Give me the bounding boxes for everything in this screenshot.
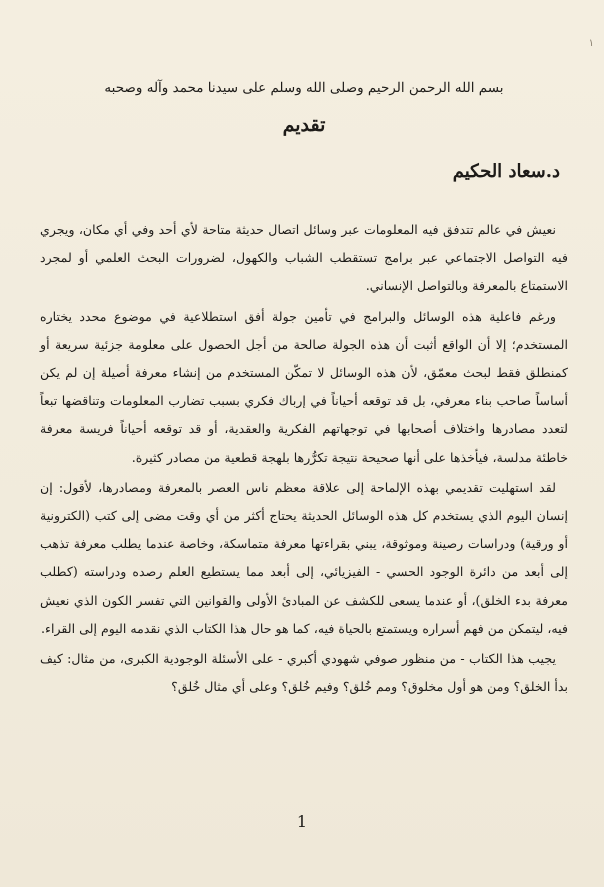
paragraph-3: لقد استهليت تقديمي بهذه الإلماحة إلى علاقة معظم ناس العصر بالمعرفة ومصادرها، لأقول: إن إنسان اليوم الذي يستخدم كل هذه الوسائل الحديثة يحتاج أكثر من أي وقت مضى إلى كتب (الكترونية أو ورقية) ودراسات رصينة وموثوقة، يبني بقراءتها معرفة متماسكة، وخاصة عندما يطلب معرفة تذهب إلى أبعد من دائرة الوجود الحسي - الفيزيائي، إلى أبعد مما يستطيع العلم رصده ودراسته (كطلب معرفة بدء الخلق)، أو عندما يسعى للكشف عن المبادئ الأولى والقوانين التي تفسر الكون الذي نعيش فيه، ليتمكن من فهم أسراره ويستمتع بالحياة فيه، كما هو حال هذا الكتاب الذي نقدمه اليوم إلى القراء. — [40, 479, 568, 636]
paragraph-2: ورغم فاعلية هذه الوسائل والبرامج في تأمين جولة أفق استطلاعية في موضوع محدد يختاره المستخدم؛ إلا أن الواقع أثبت أن هذه الجولة صالحة من أجل الحصول على معلومة جزئية سريعة أو كمنطلق فقط لبحث معمّق، لأن هذه الوسائل لا تمكّن المستخدم من إنشاء معرفة أصيلة إن لم يكن أساساً صاحب بناء معرفي، بل قد توقعه أحياناً في إرباك فكري بسبب تضارب المعلومات وتناقضها تبعاً لتعدد مصادرها واختلاف أصحابها في توجهاتهم الفكرية والعقدية، أو قد توقعه أحياناً فريسة معرفة خاطئة مدلسة، فيأخذها على أنها صحيحة نتيجة تكرُّرها بلهجة قطعية من مصادر كثيرة. — [40, 308, 568, 465]
paragraph-4: يجيب هذا الكتاب - من منظور صوفي شهودي أكبري - على الأسئلة الوجودية الكبرى، من مثال: كيف بدأ الخلق؟ ومن هو أول مخلوق؟ ومم خُلق؟ وفيم خُلق؟ وعلى أي مثال خُلق؟ — [40, 651, 568, 695]
section-title: تقديم — [282, 114, 326, 136]
author-name: د.سعاد الحكيم — [452, 161, 560, 182]
page-number: 1 — [296, 812, 308, 831]
corner-mark: ١ — [588, 38, 594, 49]
basmala: بسم الله الرحمن الرحيم وصلى الله وسلم على سيدنا محمد وآله وصحبه — [104, 80, 504, 96]
paragraph-1: نعيش في عالم تتدفق فيه المعلومات عبر وسائل اتصال حديثة متاحة لأي أحد وفي أي مكان، ويجري فيه التواصل الاجتماعي عبر برامج تستقطب الشباب والكهول، لضرورات البحث العلمي أو لمجرد الاستمتاع بالمعرفة وبالتواصل الإنساني. — [40, 222, 568, 294]
page-content — [40, 78, 568, 703]
